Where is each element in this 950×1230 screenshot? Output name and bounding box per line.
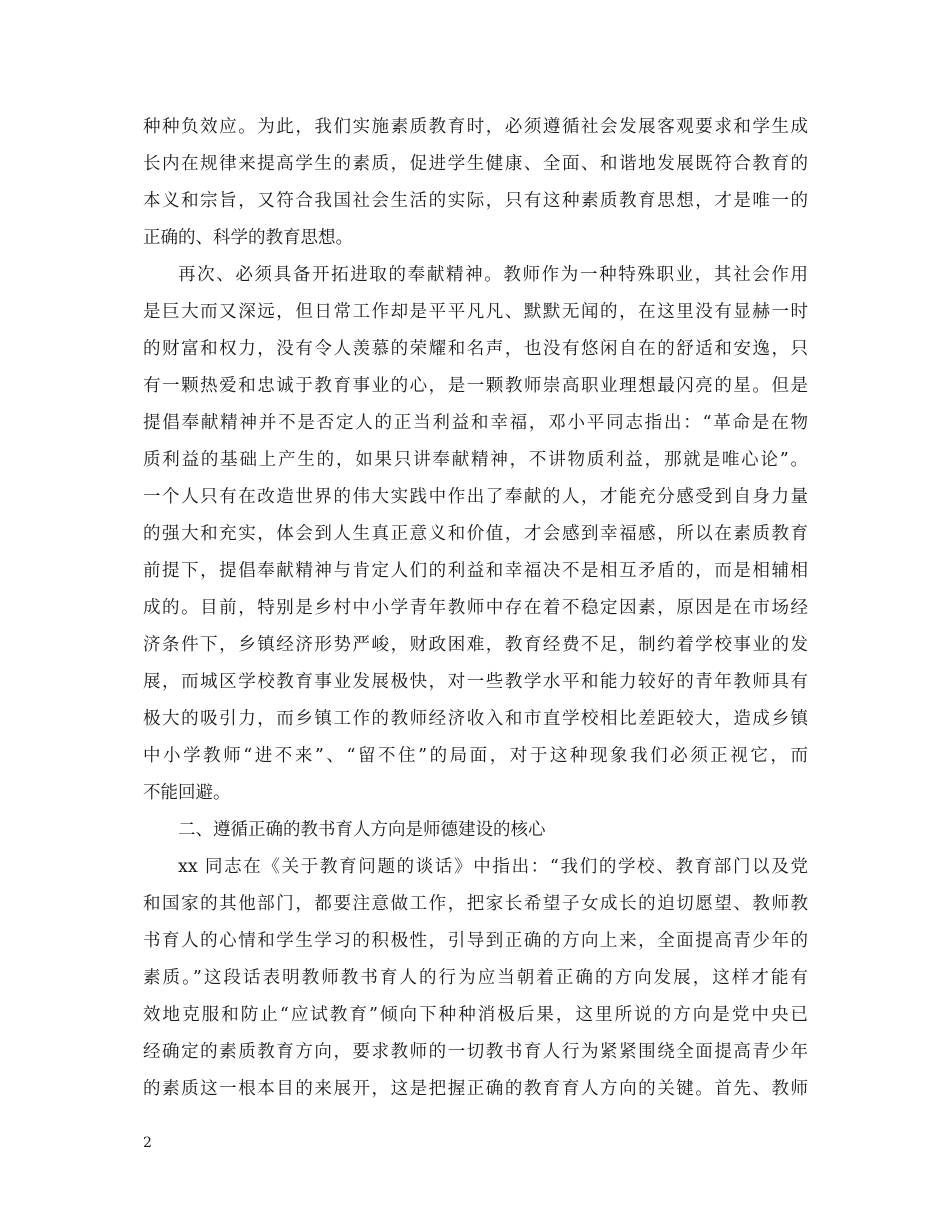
text-line: 二、遵循正确的教书育人方向是师德建设的核心 (178, 820, 546, 840)
section-heading (143, 812, 808, 849)
text-line: 种种负效应。为此，我们实施素质教育时，必须遵循社会发展客观要求和学生成 (143, 117, 808, 137)
text-line: 有一颗热爱和忠诚于教育事业的心，是一颗教师崇高职业理想最闪亮的星。但是 (143, 376, 808, 396)
text-line: xx 同志在《关于教育问题的谈话》中指出：“我们的学校、教育部门以及党 (178, 857, 808, 877)
text-line: 长内在规律来提高学生的素质，促进学生健康、全面、和谐地发展既符合教育的 (143, 154, 808, 174)
text-line: 前提下，提倡奉献精神与肯定人们的利益和幸福决不是相互矛盾的，而是相辅相 (143, 561, 808, 581)
text-line: 素质。”这段话表明教师教书育人的行为应当朝着正确的方向发展，这样才能有 (143, 968, 808, 988)
body-text (143, 109, 808, 1108)
text-line: 效地克服和防止“应试教育”倾向下种种消极后果，这里所说的方向是党中央已 (143, 1005, 808, 1025)
text-line: 再次、必须具备开拓进取的奉献精神。教师作为一种特殊职业，其社会作用 (178, 265, 808, 285)
text-line: 展，而城区学校教育事业发展极快，对一些教学水平和能力较好的青年教师具有 (143, 672, 808, 692)
text-line: 极大的吸引力，而乡镇工作的教师经济收入和市直学校相比差距较大，造成乡镇 (143, 709, 808, 729)
text-line: 和国家的其他部门，都要注意做工作，把家长希望子女成长的迫切愿望、教师教 (143, 894, 808, 914)
text-line: 一个人只有在改造世界的伟大实践中作出了奉献的人，才能充分感受到自身力量 (143, 487, 808, 507)
text-line: 提倡奉献精神并不是否定人的正当利益和幸福，邓小平同志指出：“革命是在物 (143, 413, 808, 433)
paragraph-direction (143, 849, 808, 1108)
text-line: 中小学教师“进不来”、“留不住”的局面，对于这种现象我们必须正视它，而 (143, 746, 808, 766)
text-line: 经确定的素质教育方向，要求教师的一切教书育人行为紧紧围绕全面提高青少年 (143, 1042, 808, 1062)
text-line: 本义和宗旨，又符合我国社会生活的实际，只有这种素质教育思想，才是唯一的 (143, 191, 808, 211)
text-line: 济条件下，乡镇经济形势严峻，财政困难，教育经费不足，制约着学校事业的发 (143, 635, 808, 655)
paragraph-dedication (143, 257, 808, 812)
paragraph-continuation (143, 109, 808, 257)
text-line: 质利益的基础上产生的，如果只讲奉献精神，不讲物质利益，那就是唯心论”。 (143, 450, 808, 470)
text-line: 书育人的心情和学生学习的积极性，引导到正确的方向上来，全面提高青少年的 (143, 931, 808, 951)
text-line: 是巨大而又深远，但日常工作却是平平凡凡、默默无闻的，在这里没有显赫一时 (143, 302, 808, 322)
text-line: 的素质这一根本目的来展开，这是把握正确的教育育人方向的关键。首先、教师 (143, 1079, 808, 1099)
page-number: 2 (143, 1135, 152, 1151)
text-line: 的强大和充实，体会到人生真正意义和价值，才会感到幸福感，所以在素质教育 (143, 524, 808, 544)
text-line: 成的。目前，特别是乡村中小学青年教师中存在着不稳定因素，原因是在市场经 (143, 598, 808, 618)
text-line: 的财富和权力，没有令人羡慕的荣耀和名声，也没有悠闲自在的舒适和安逸，只 (143, 339, 808, 359)
text-line: 不能回避。 (143, 783, 231, 803)
text-line: 正确的、科学的教育思想。 (143, 228, 353, 248)
